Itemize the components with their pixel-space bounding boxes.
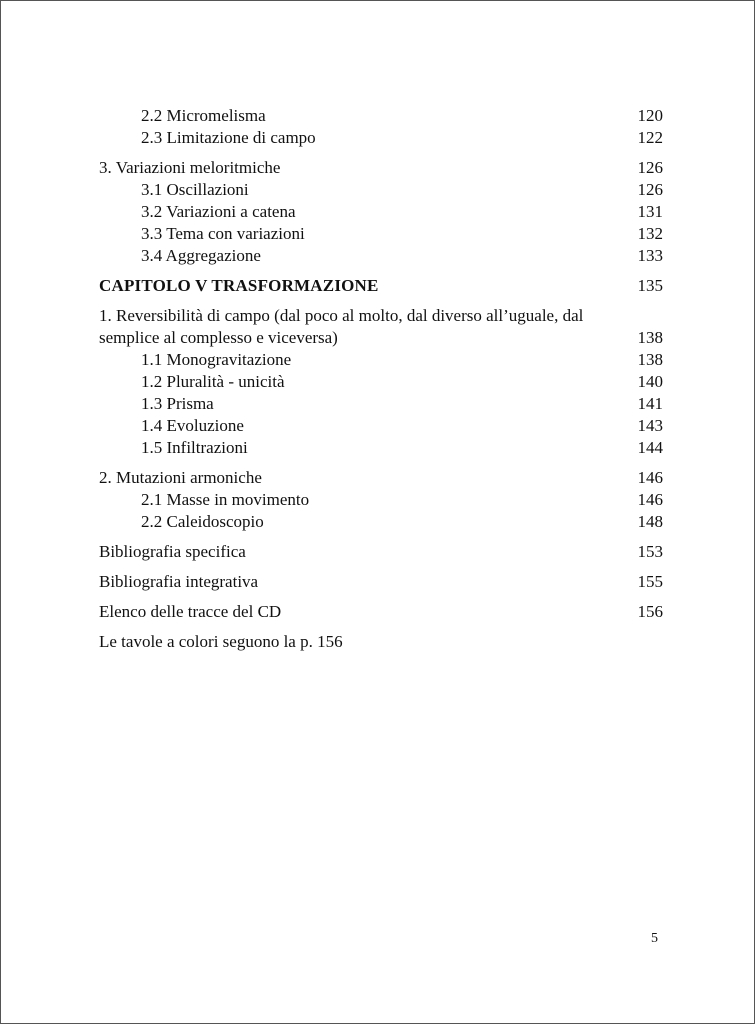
toc-entry-title: 1.2 Pluralità - unicità <box>141 372 285 391</box>
toc-section-title-line1: 1. Reversibilità di campo (dal poco al molto, dal diverso all’uguale, dal <box>99 306 584 325</box>
toc-entry-page: 122 <box>637 128 663 147</box>
toc-note-text: Le tavole a colori seguono la p. 156 <box>99 632 343 651</box>
toc-section <box>99 157 663 179</box>
toc-section-page: 155 <box>637 572 663 591</box>
toc-entry <box>99 127 663 149</box>
toc-section <box>99 541 663 563</box>
toc-entry-title: 3.4 Aggregazione <box>141 246 261 265</box>
toc-entry-title: 3.3 Tema con variazioni <box>141 224 305 243</box>
toc-section-title-line2: semplice al complesso e viceversa) <box>99 328 338 347</box>
toc-entry-title: 3.1 Oscillazioni <box>141 180 249 199</box>
toc-entry-title: 1.3 Prisma <box>141 394 214 413</box>
toc-section-page: 146 <box>637 468 663 487</box>
toc-entry <box>99 415 663 437</box>
toc-entry <box>99 201 663 223</box>
toc-section-page: 156 <box>637 602 663 621</box>
toc-entry <box>99 223 663 245</box>
toc-entry-title: 2.2 Micromelisma <box>141 106 266 125</box>
toc-entry-title: 2.3 Limitazione di campo <box>141 128 316 147</box>
toc-entry-title: 1.1 Monogravitazione <box>141 350 292 369</box>
toc-entry-title: 3.2 Variazioni a catena <box>141 202 296 221</box>
toc-entry-page: 141 <box>637 394 663 413</box>
toc-section-page: 126 <box>637 158 663 177</box>
toc-section <box>99 601 663 623</box>
toc-note <box>99 631 663 653</box>
toc-entry <box>99 179 663 201</box>
toc-entry-page: 138 <box>637 350 663 369</box>
toc-entry <box>99 105 663 127</box>
toc-entry-title: 2.1 Masse in movimento <box>141 490 310 509</box>
toc-entry-title: 1.5 Infiltrazioni <box>141 438 248 457</box>
toc-entry-title: 1.4 Evoluzione <box>141 416 244 435</box>
toc-entry-page: 132 <box>637 224 663 243</box>
toc-entry <box>99 245 663 267</box>
toc-chapter <box>99 275 663 297</box>
toc-entry <box>99 393 663 415</box>
table-of-contents <box>99 105 663 653</box>
toc-section <box>99 571 663 593</box>
toc-section-title: 2. Mutazioni armoniche <box>99 468 262 487</box>
toc-entry-page: 126 <box>637 180 663 199</box>
toc-section <box>99 467 663 489</box>
toc-section-title: 3. Variazioni meloritmiche <box>99 158 281 177</box>
toc-section-title: Bibliografia integrativa <box>99 572 259 591</box>
toc-entry-page: 120 <box>637 106 663 125</box>
toc-entry-page: 148 <box>637 512 663 531</box>
toc-entry-title: 2.2 Caleidoscopio <box>141 512 264 531</box>
toc-chapter-page: 135 <box>637 276 663 295</box>
toc-entry <box>99 349 663 371</box>
toc-entry-page: 146 <box>637 490 663 509</box>
toc-section-title: Bibliografia specifica <box>99 542 246 561</box>
toc-entry-page: 131 <box>637 202 663 221</box>
toc-entry-page: 133 <box>637 246 663 265</box>
toc-entry-page: 140 <box>637 372 663 391</box>
toc-entry <box>99 437 663 459</box>
toc-chapter-title: CAPITOLO V TRASFORMAZIONE <box>99 276 379 295</box>
page-number: 5 <box>651 931 658 946</box>
toc-entry-page: 144 <box>637 438 663 457</box>
toc-entry-page: 143 <box>637 416 663 435</box>
toc-section <box>99 305 663 349</box>
toc-entry <box>99 489 663 511</box>
toc-section-title: Elenco delle tracce del CD <box>99 602 282 621</box>
toc-entry <box>99 371 663 393</box>
toc-section-page: 138 <box>637 328 663 347</box>
toc-entry <box>99 511 663 533</box>
toc-section-page: 153 <box>637 542 663 561</box>
